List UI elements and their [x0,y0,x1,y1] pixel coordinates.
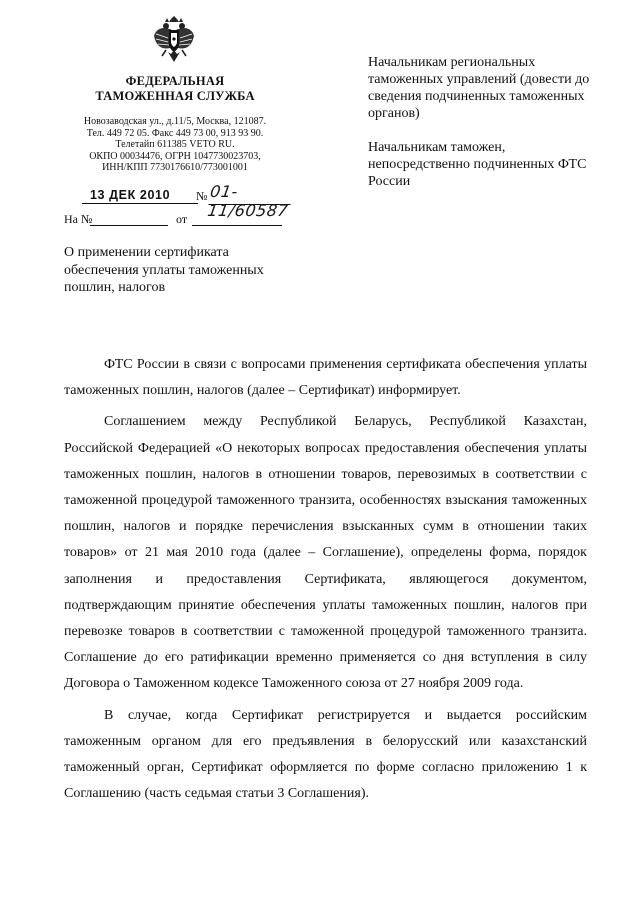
org-name-line2: ТАМОЖЕННАЯ СЛУЖБА [95,89,255,103]
body-paragraph: В случае, когда Сертификат регистрируется и выдается российским таможенным органом для его предъявления в белорусский или казахстанский таможенный орган, Сертификат оформляется по форме согласно приложению 1 к Соглашению (часть седьмая статьи 3 Соглашения). [64,707,587,802]
address-line: Тел. 449 72 05. Факс 449 73 00, 913 93 90. [86,127,264,139]
number-label: № [196,189,208,203]
document-number: 01-11/60587 [208,182,293,205]
address-line: ОКПО 00034476, ОГРН 1047730023703, [89,150,261,162]
organization-address [64,116,286,174]
org-name-line1: ФЕДЕРАЛЬНАЯ [125,74,225,88]
ref-number-blank [90,225,168,226]
document-subject: О применении сертификата обеспечения уплаты таможенных пошлин, налогов [64,245,264,295]
address-line: Новозаводская ул., д.11/5, Москва, 121087. [83,116,267,127]
reference-line [64,212,294,232]
document-date: 13 ДЕК 2010 [82,188,198,204]
body-paragraph: Соглашением между Республикой Беларусь, Республикой Казахстан, Российской Федерацией «О некоторых вопросах предоставления обеспечения уплаты таможенных пошлин, налогов в отношении товаров, перевозимых в соответствии с таможенной процедурой таможенного транзита, особенностях взыскания таможенных пошлин, налогов и порядке перечисления взысканных сумм в отношении таких товаров» от 21 мая 2010 года (далее – Соглашение), определены форма, порядок заполнения и предоставления Сертификата, являющегося документом, подтверждающим принятие обеспечения уплаты таможенных пошлин, налогов при перевозке товаров в соответствии с таможенной процедурой таможенного транзита. Соглашение до его ратификации временно применяется со дня вступления в силу Договора о Таможенном кодексе Таможенного союза от 27 ноября 2009 года. [64,414,587,692]
address-line: Телетайп 611385 VETO RU. [115,139,235,151]
document-body [64,352,587,807]
double-headed-eagle-icon [152,16,196,66]
ref-date-blank [192,225,282,226]
address-line: ИНН/КПП 7730176610/773001001 [102,162,248,174]
recipients-block [368,54,608,207]
recipient: Начальникам таможен, непосредственно подчиненных ФТС России [368,140,587,189]
organization-name [70,74,280,104]
ref-number-label: На № [64,212,93,226]
body-paragraph: ФТС России в связи с вопросами применения сертификата обеспечения уплаты таможенных пошлин, налогов (далее – Сертификат) информирует. [64,357,587,399]
ref-from-label: от [176,212,188,226]
recipient: Начальникам региональных таможенных управлений (довести до сведения подчиненных таможенных органов) [368,55,590,121]
